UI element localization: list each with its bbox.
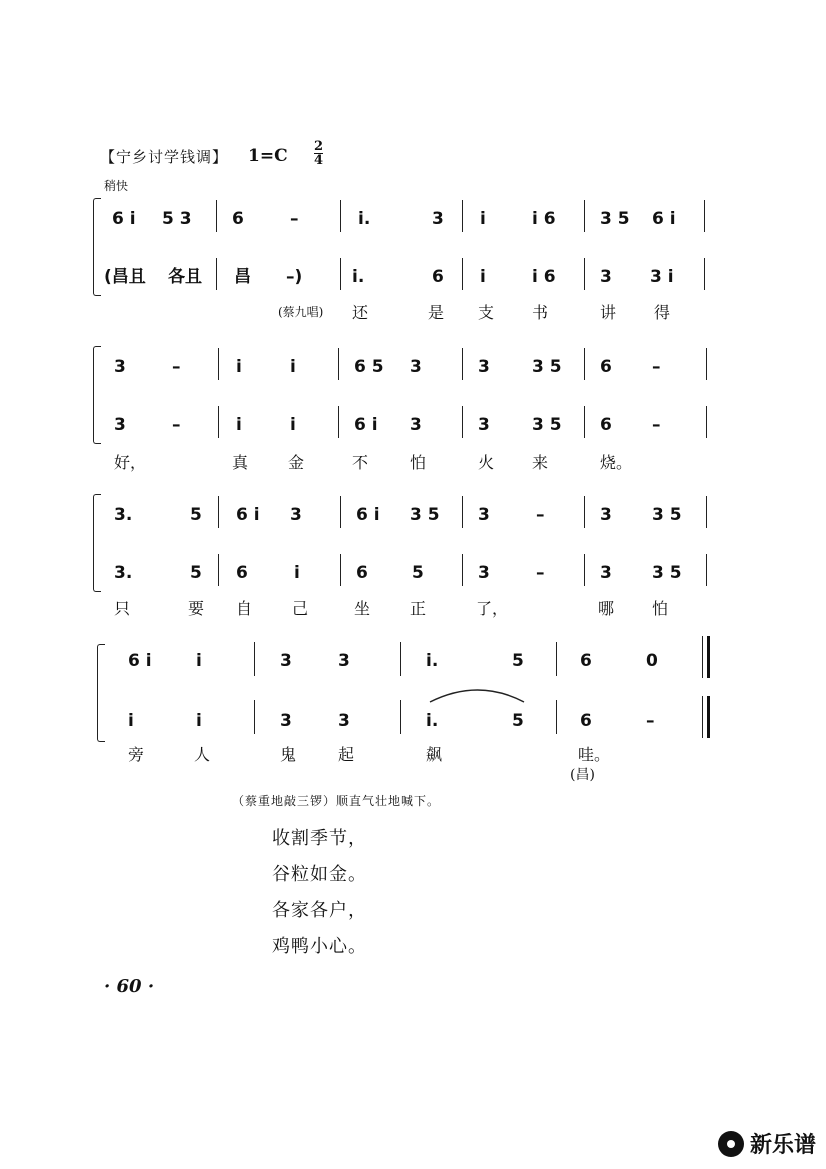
note: 各且 — [168, 267, 202, 287]
percussion-cue: (昌) — [570, 767, 595, 783]
lyric: 金 — [288, 453, 305, 472]
tempo-marking: 稍快 — [104, 179, 129, 193]
note: 3 — [478, 505, 490, 525]
note: 3 5 — [652, 505, 682, 525]
note: 3 — [338, 711, 350, 731]
note: i — [290, 357, 296, 377]
bar-line — [704, 200, 705, 232]
lyric: 了， — [476, 599, 509, 618]
lyric: 旁 — [128, 745, 145, 764]
note: 0 — [646, 651, 658, 671]
bar-line — [706, 554, 707, 586]
note: i — [128, 711, 134, 731]
bar-line — [584, 496, 585, 528]
note: 3 — [478, 415, 490, 435]
note: 5 — [512, 651, 524, 671]
bar-line — [340, 200, 341, 232]
note: i — [236, 357, 242, 377]
note: – — [646, 711, 655, 731]
note: 6 — [580, 651, 592, 671]
note: 3 5 — [410, 505, 440, 525]
note: 6 5 — [354, 357, 384, 377]
final-bar-line — [702, 696, 710, 738]
note: – — [536, 563, 545, 583]
system-brace — [93, 494, 101, 592]
note: 3 5 — [600, 209, 630, 229]
lyric: 飙 — [426, 745, 443, 764]
note: i. — [426, 711, 439, 731]
bar-line — [706, 348, 707, 380]
stage-direction: （蔡重地敲三锣）顺直气壮地喊下。 — [232, 794, 441, 808]
note: 6 — [232, 209, 244, 229]
key-signature: 1=C — [248, 146, 288, 166]
note: 6 — [236, 563, 248, 583]
note: i. — [358, 209, 371, 229]
lyric: 起 — [338, 745, 355, 764]
bar-line — [254, 642, 255, 676]
lyric: 坐 — [354, 599, 371, 618]
bar-line — [556, 700, 557, 734]
bar-line — [706, 496, 707, 528]
bar-line — [462, 348, 463, 380]
system-brace — [93, 198, 101, 296]
note: – — [652, 357, 661, 377]
note: 3 — [290, 505, 302, 525]
lyric: 只 — [114, 599, 131, 618]
verse-line: 收割季节， — [272, 828, 367, 849]
note: 昌 — [234, 267, 251, 287]
lyric: 正 — [410, 599, 427, 618]
note: i — [196, 651, 202, 671]
bar-line — [218, 406, 219, 438]
lyric: 鬼 — [280, 745, 297, 764]
lyric: 己 — [292, 599, 309, 618]
note: –) — [286, 267, 303, 287]
note: 3 — [410, 357, 422, 377]
system-brace — [97, 644, 105, 742]
note: 5 — [190, 505, 202, 525]
bar-line — [340, 496, 341, 528]
bar-line — [556, 642, 557, 676]
lyric: 烧。 — [600, 453, 633, 472]
note: 3. — [114, 505, 133, 525]
bar-line — [254, 700, 255, 734]
note: – — [652, 415, 661, 435]
bar-line — [462, 496, 463, 528]
note: i — [236, 415, 242, 435]
lyric: 得 — [654, 303, 671, 322]
note: 3 — [600, 267, 612, 287]
note: 3 — [114, 415, 126, 435]
note: 3 — [410, 415, 422, 435]
note: 6 — [356, 563, 368, 583]
note: (昌且 — [104, 267, 146, 287]
note: 3 5 — [652, 563, 682, 583]
note: i 6 — [532, 209, 556, 229]
note: i 6 — [532, 267, 556, 287]
tune-title: 【宁乡讨学钱调】 — [100, 148, 229, 166]
note: 3. — [114, 563, 133, 583]
note: 3 — [600, 563, 612, 583]
bar-line — [584, 200, 585, 232]
note: – — [172, 415, 181, 435]
note: i — [480, 209, 486, 229]
bar-line — [338, 406, 339, 438]
bar-line — [584, 258, 585, 290]
time-signature: 2 4 — [314, 139, 324, 168]
note: 3 5 — [532, 415, 562, 435]
singer-cue: (蔡九唱) — [278, 305, 324, 319]
note: 3 — [280, 651, 292, 671]
note: i — [290, 415, 296, 435]
note: 5 3 — [162, 209, 192, 229]
system-brace — [93, 346, 101, 444]
bar-line — [338, 348, 339, 380]
bar-line — [216, 200, 217, 232]
lyric: 要 — [188, 599, 205, 618]
note: 6 i — [128, 651, 152, 671]
note: 3 — [478, 357, 490, 377]
verse-line: 鸡鸭小心。 — [272, 936, 367, 957]
note: 3 — [114, 357, 126, 377]
lyric: 怕 — [410, 453, 427, 472]
bar-line — [400, 642, 401, 676]
note: i. — [352, 267, 365, 287]
lyric: 书 — [532, 303, 549, 322]
note: i — [480, 267, 486, 287]
bar-line — [462, 554, 463, 586]
bar-line — [462, 200, 463, 232]
note: i — [196, 711, 202, 731]
lyric: 人 — [194, 745, 211, 764]
page-number: · 60 · — [104, 976, 155, 997]
lyric: 好， — [114, 453, 147, 472]
note: 3 5 — [532, 357, 562, 377]
watermark-logo — [718, 1128, 816, 1159]
note: 6 i — [356, 505, 380, 525]
note: 6 i — [236, 505, 260, 525]
note: – — [172, 357, 181, 377]
lyric: 不 — [352, 453, 369, 472]
note: 5 — [190, 563, 202, 583]
bar-line — [462, 406, 463, 438]
lyric: 哪 — [598, 599, 615, 618]
note: i — [294, 563, 300, 583]
note: 3 — [478, 563, 490, 583]
bar-line — [706, 406, 707, 438]
bar-line — [584, 406, 585, 438]
note: 6 i — [112, 209, 136, 229]
record-disc-icon — [718, 1131, 744, 1157]
bar-line — [216, 258, 217, 290]
note: 5 — [412, 563, 424, 583]
verse-line: 各家各户， — [272, 900, 367, 921]
note: i. — [426, 651, 439, 671]
note: 3 i — [650, 267, 674, 287]
note: 6 — [580, 711, 592, 731]
note: 6 i — [354, 415, 378, 435]
bar-line — [218, 348, 219, 380]
note: 3 — [600, 505, 612, 525]
note: 6 — [432, 267, 444, 287]
note: – — [290, 209, 299, 229]
bar-line — [218, 554, 219, 586]
bar-line — [340, 554, 341, 586]
note: 6 — [600, 357, 612, 377]
lyric: 讲 — [600, 303, 617, 322]
bar-line — [462, 258, 463, 290]
lyric: 支 — [478, 303, 495, 322]
verse-line: 谷粒如金。 — [272, 864, 367, 885]
bar-line — [340, 258, 341, 290]
note: 3 — [432, 209, 444, 229]
note: – — [536, 505, 545, 525]
lyric: 哇。 — [578, 745, 611, 764]
final-bar-line — [702, 636, 710, 678]
lyric: 来 — [532, 453, 549, 472]
lyric: 怕 — [652, 599, 669, 618]
note: 5 — [512, 711, 524, 731]
note: 3 — [280, 711, 292, 731]
tie-arc — [428, 684, 528, 704]
bar-line — [218, 496, 219, 528]
lyric: 还 — [352, 303, 369, 322]
lyric: 是 — [428, 303, 445, 322]
logo-text: 新乐谱 — [749, 1133, 816, 1158]
note: 6 — [600, 415, 612, 435]
lyric: 火 — [478, 453, 495, 472]
bar-line — [584, 348, 585, 380]
note: 3 — [338, 651, 350, 671]
note: 6 i — [652, 209, 676, 229]
lyric: 真 — [232, 453, 249, 472]
bar-line — [704, 258, 705, 290]
bar-line — [400, 700, 401, 734]
lyric: 自 — [236, 599, 253, 618]
bar-line — [584, 554, 585, 586]
